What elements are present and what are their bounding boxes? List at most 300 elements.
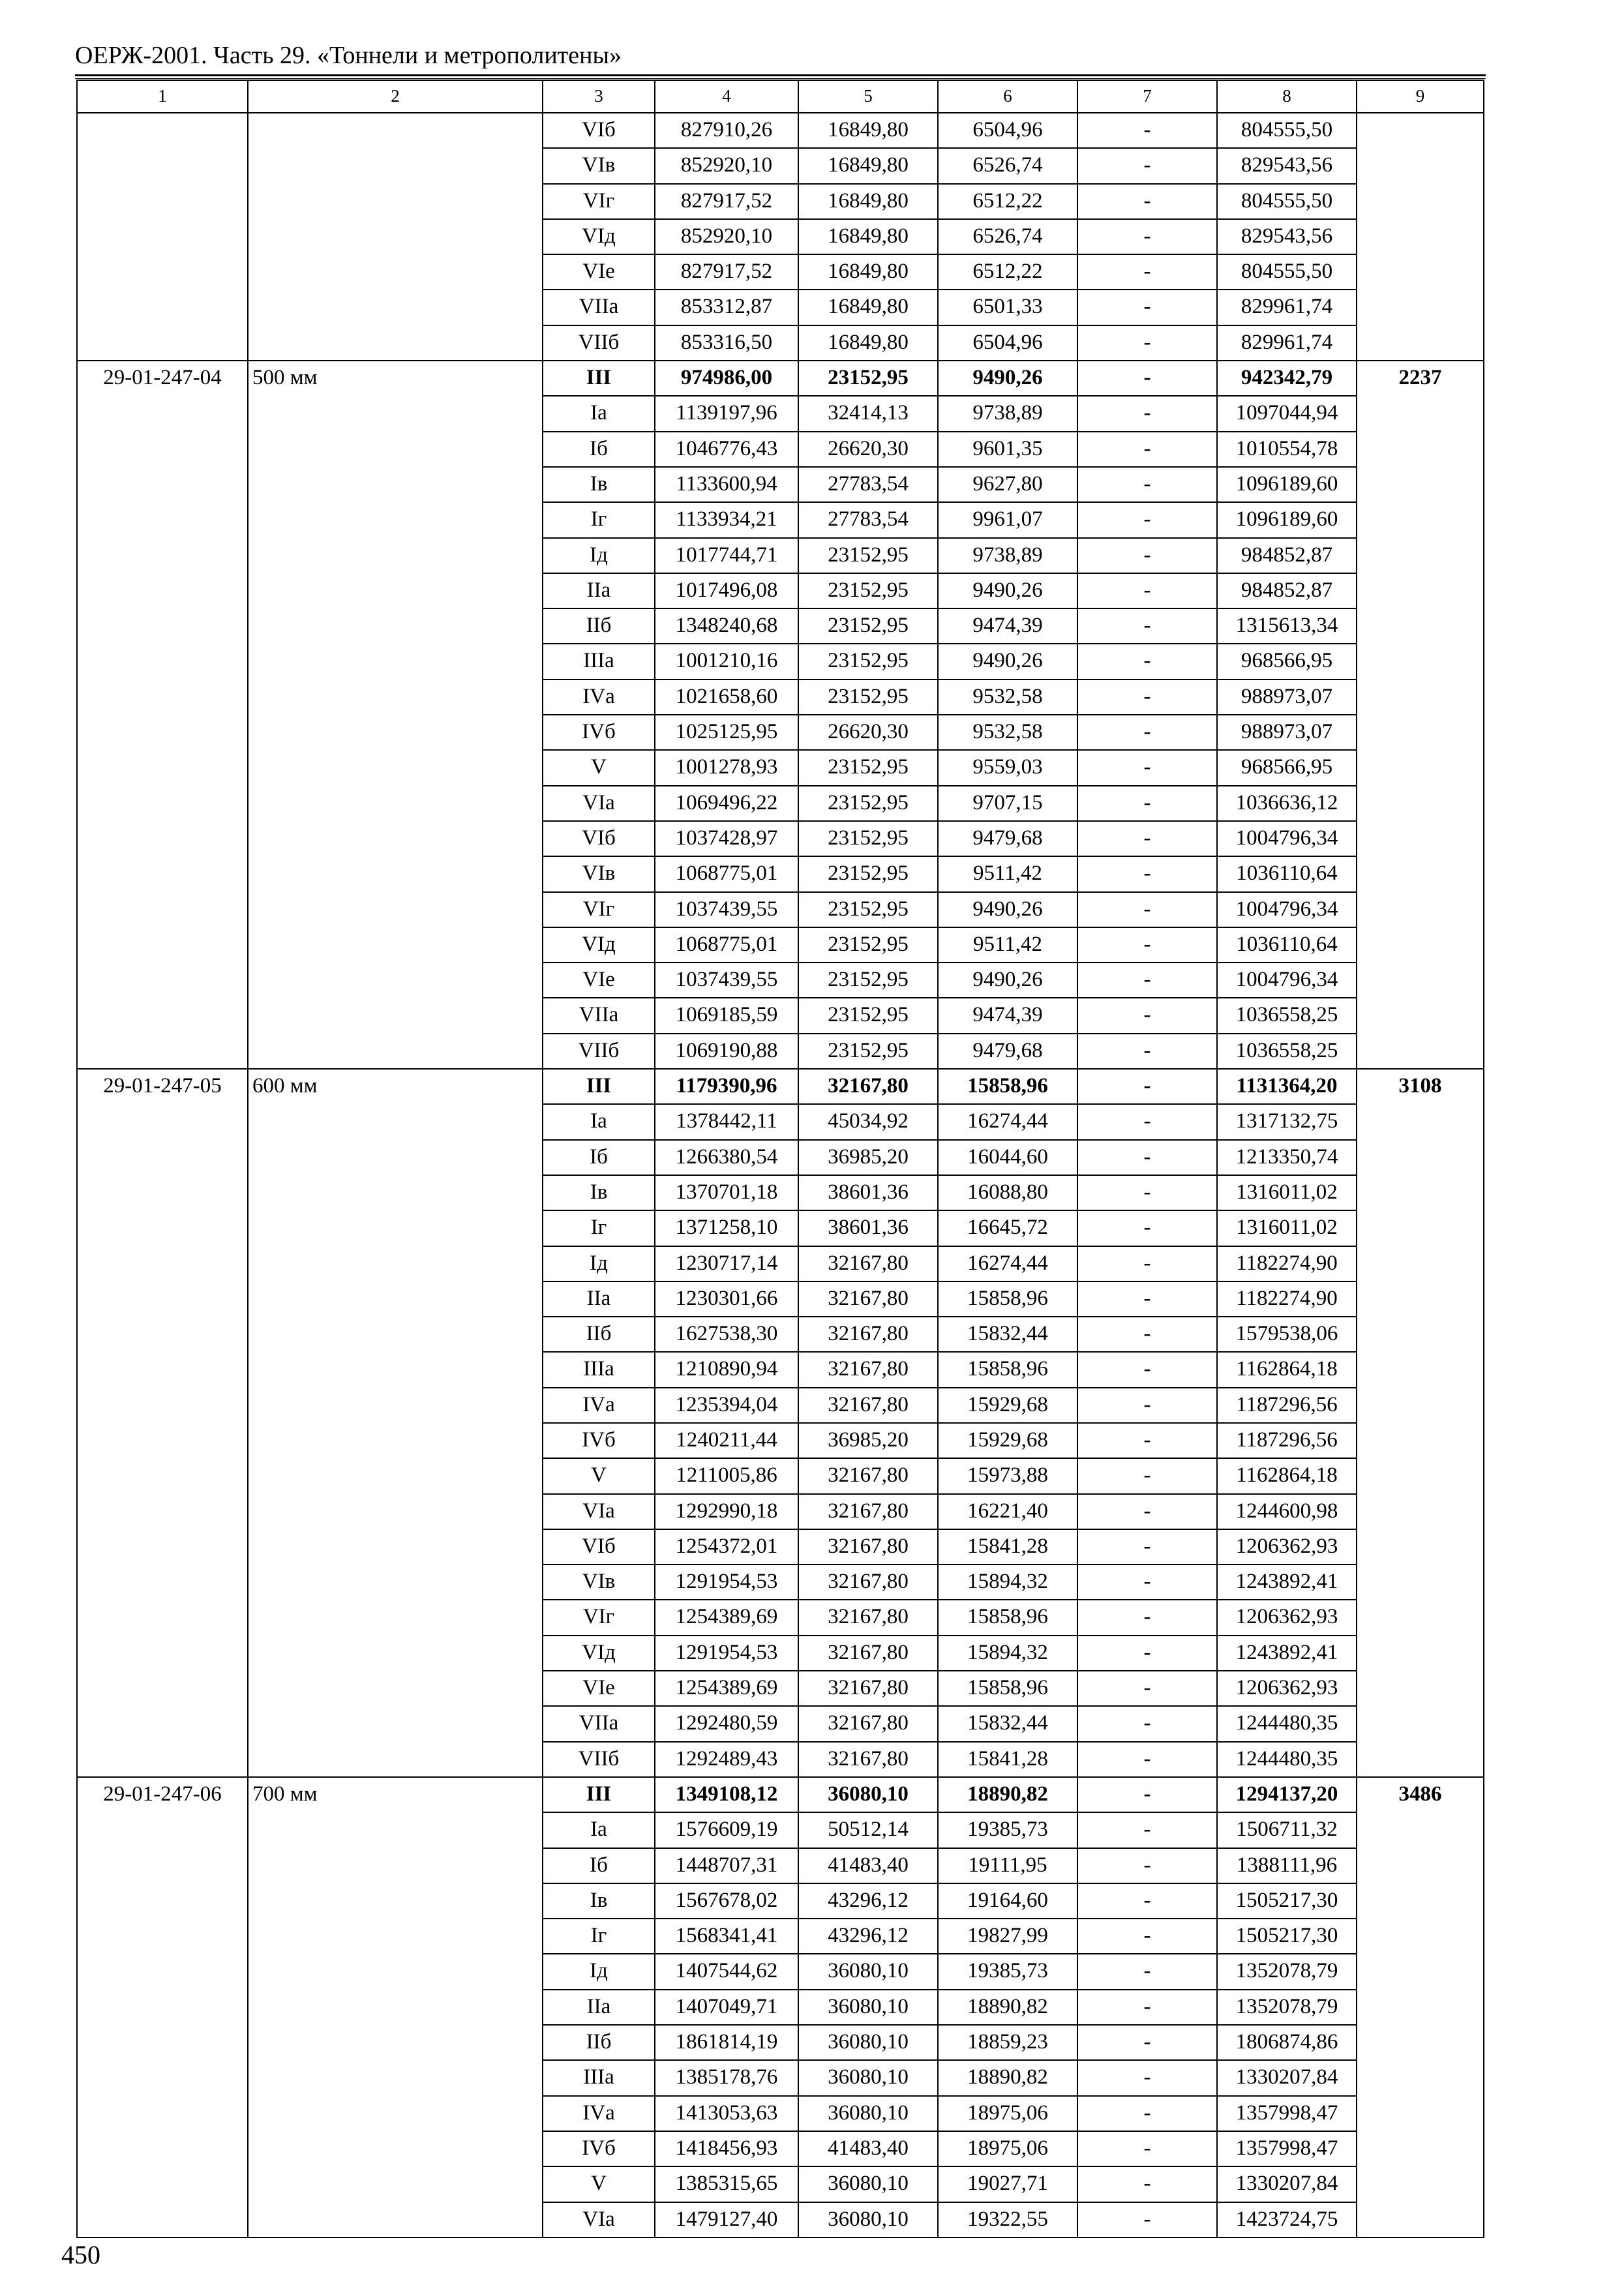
labor-hours-cell [1357,2166,1484,2202]
labor-hours-cell [1357,502,1484,537]
table-row [77,892,1484,927]
labor-hours-cell [1357,715,1484,750]
diameter-cell [248,1564,543,1600]
rate-code-cell [77,148,248,183]
machine-cost-cell: 18890,82 [938,2060,1077,2095]
zone-cell: Iв [543,1175,655,1210]
cost-total-cell: 1068775,01 [655,856,798,891]
zone-cell: Iа [543,1812,655,1848]
table-row [77,1317,1484,1352]
labor-hours-cell [1357,1848,1484,1883]
cost-total-cell: 1230301,66 [655,1281,798,1317]
labor-cost-cell: 36080,10 [798,1990,938,2025]
machine-cost-cell: 9707,15 [938,786,1077,821]
driver-wage-cell: - [1077,1458,1217,1493]
materials-cost-cell: 1579538,06 [1217,1317,1357,1352]
zone-cell: VIд [543,219,655,254]
cost-total-cell: 1025125,95 [655,715,798,750]
table-row [77,148,1484,183]
labor-hours-cell [1357,148,1484,183]
driver-wage-cell: - [1077,432,1217,467]
driver-wage-cell: - [1077,1848,1217,1883]
zone-cell: IVа [543,680,655,715]
rate-code-cell [77,573,248,608]
table-row [77,1352,1484,1387]
machine-cost-cell: 9532,58 [938,715,1077,750]
materials-cost-cell: 1317132,75 [1217,1104,1357,1139]
rate-code-cell [77,538,248,573]
materials-cost-cell: 1243892,41 [1217,1564,1357,1600]
machine-cost-cell: 9479,68 [938,1034,1077,1069]
labor-cost-cell: 23152,95 [798,1034,938,1069]
column-number: 9 [1357,80,1484,113]
machine-cost-cell: 18890,82 [938,1990,1077,2025]
rate-code-cell [77,1388,248,1423]
rate-code-cell [77,1175,248,1210]
labor-hours-cell [1357,963,1484,998]
cost-total-cell: 1407544,62 [655,1954,798,1989]
table-row [77,432,1484,467]
materials-cost-cell: 1388111,96 [1217,1848,1357,1883]
driver-wage-cell: - [1077,396,1217,431]
labor-cost-cell: 23152,95 [798,892,938,927]
diameter-cell [248,1352,543,1387]
zone-cell: Iд [543,1246,655,1281]
driver-wage-cell: - [1077,1246,1217,1281]
driver-wage-cell: - [1077,1954,1217,1989]
labor-hours-cell [1357,1423,1484,1458]
cost-total-cell: 1017744,71 [655,538,798,573]
materials-cost-cell: 804555,50 [1217,254,1357,290]
machine-cost-cell: 15858,96 [938,1281,1077,1317]
rate-code-cell [77,396,248,431]
machine-cost-cell: 18975,06 [938,2131,1077,2166]
diameter-cell [248,2025,543,2060]
cost-total-cell: 1069496,22 [655,786,798,821]
machine-cost-cell: 6504,96 [938,325,1077,361]
table-row [77,113,1484,148]
rate-code-cell [77,1812,248,1848]
rate-code-cell [77,325,248,361]
labor-cost-cell: 36080,10 [798,1954,938,1989]
cost-total-cell: 827917,52 [655,254,798,290]
materials-cost-cell: 804555,50 [1217,184,1357,219]
rate-code-cell [77,2202,248,2237]
materials-cost-cell: 1036636,12 [1217,786,1357,821]
cost-total-cell: 1448707,31 [655,1848,798,1883]
zone-cell: Iв [543,467,655,502]
rate-code-cell [77,892,248,927]
labor-cost-cell: 16849,80 [798,184,938,219]
diameter-cell [248,1706,543,1741]
table-row [77,715,1484,750]
labor-hours-cell [1357,892,1484,927]
cost-total-cell: 1133600,94 [655,467,798,502]
machine-cost-cell: 19385,73 [938,1812,1077,1848]
driver-wage-cell: - [1077,184,1217,219]
materials-cost-cell: 1187296,56 [1217,1423,1357,1458]
rate-code-cell: 29-01-247-06 [77,1777,248,1812]
table-row [77,1990,1484,2025]
materials-cost-cell: 1330207,84 [1217,2060,1357,2095]
cost-total-cell: 1413053,63 [655,2096,798,2131]
zone-cell: VIа [543,2202,655,2237]
zone-cell: VIв [543,1564,655,1600]
zone-cell: IVа [543,2096,655,2131]
cost-total-cell: 1211005,86 [655,1458,798,1493]
labor-cost-cell: 32167,80 [798,1564,938,1600]
labor-hours-cell [1357,396,1484,431]
labor-cost-cell: 27783,54 [798,502,938,537]
table-row [77,1742,1484,1777]
zone-cell: IIа [543,573,655,608]
rate-code-cell [77,1919,248,1954]
cost-total-cell: 1046776,43 [655,432,798,467]
diameter-cell [248,2166,543,2202]
rate-code-cell [77,2166,248,2202]
diameter-cell [248,1954,543,1989]
table-row [77,1494,1484,1529]
diameter-cell [248,1246,543,1281]
driver-wage-cell: - [1077,750,1217,785]
labor-cost-cell: 23152,95 [798,821,938,856]
driver-wage-cell: - [1077,715,1217,750]
materials-cost-cell: 984852,87 [1217,538,1357,573]
labor-cost-cell: 16849,80 [798,325,938,361]
machine-cost-cell: 9474,39 [938,608,1077,644]
table-row [77,1564,1484,1600]
materials-cost-cell: 1036558,25 [1217,998,1357,1033]
labor-cost-cell: 36080,10 [798,2202,938,2237]
zone-cell: Iд [543,538,655,573]
rate-code-cell [77,184,248,219]
table-row [77,1706,1484,1741]
rate-code-cell [77,608,248,644]
machine-cost-cell: 9479,68 [938,821,1077,856]
materials-cost-cell: 1036558,25 [1217,1034,1357,1069]
rate-code-cell [77,1954,248,1989]
driver-wage-cell: - [1077,2131,1217,2166]
table-row [77,1954,1484,1989]
cost-total-cell: 1069185,59 [655,998,798,1033]
zone-cell: VIв [543,856,655,891]
table-row [77,2166,1484,2202]
table-row [77,1423,1484,1458]
labor-cost-cell: 32167,80 [798,1069,938,1104]
table-row [77,1069,1484,1104]
materials-cost-cell: 1243892,41 [1217,1636,1357,1671]
driver-wage-cell: - [1077,1671,1217,1706]
rate-code-cell [77,1671,248,1706]
machine-cost-cell: 16274,44 [938,1246,1077,1281]
table-row [77,998,1484,1033]
materials-cost-cell: 1004796,34 [1217,963,1357,998]
labor-hours-cell [1357,821,1484,856]
rate-code-cell [77,1034,248,1069]
table-row [77,927,1484,963]
zone-cell: V [543,1458,655,1493]
materials-cost-cell: 1206362,93 [1217,1529,1357,1564]
diameter-cell [248,148,543,183]
column-number: 6 [938,80,1077,113]
labor-hours-cell [1357,680,1484,715]
cost-total-cell: 827917,52 [655,184,798,219]
zone-cell: IIб [543,2025,655,2060]
labor-hours-cell [1357,538,1484,573]
diameter-cell [248,821,543,856]
driver-wage-cell: - [1077,2060,1217,2095]
zone-cell: Iб [543,1848,655,1883]
labor-hours-cell [1357,2025,1484,2060]
zone-cell: Iг [543,502,655,537]
cost-total-cell: 1291954,53 [655,1636,798,1671]
labor-cost-cell: 27783,54 [798,467,938,502]
labor-hours-cell [1357,1990,1484,2025]
machine-cost-cell: 9490,26 [938,644,1077,679]
machine-cost-cell: 9490,26 [938,892,1077,927]
labor-cost-cell: 32167,80 [798,1317,938,1352]
rate-code-cell [77,2096,248,2131]
labor-hours-cell [1357,1706,1484,1741]
labor-cost-cell: 23152,95 [798,361,938,396]
materials-cost-cell: 1357998,47 [1217,2096,1357,2131]
labor-cost-cell: 32167,80 [798,1636,938,1671]
driver-wage-cell: - [1077,361,1217,396]
labor-hours-cell [1357,1352,1484,1387]
cost-total-cell: 1348240,68 [655,608,798,644]
rate-code-cell [77,2025,248,2060]
machine-cost-cell: 9490,26 [938,361,1077,396]
labor-cost-cell: 16849,80 [798,113,938,148]
machine-cost-cell: 19827,99 [938,1919,1077,1954]
driver-wage-cell: - [1077,1140,1217,1175]
labor-cost-cell: 23152,95 [798,786,938,821]
machine-cost-cell: 6512,22 [938,184,1077,219]
diameter-cell [248,1671,543,1706]
rate-code-cell [77,432,248,467]
labor-cost-cell: 32167,80 [798,1281,938,1317]
materials-cost-cell: 988973,07 [1217,680,1357,715]
rate-code-cell [77,856,248,891]
materials-cost-cell: 829543,56 [1217,219,1357,254]
rate-code-cell [77,1281,248,1317]
driver-wage-cell: - [1077,1564,1217,1600]
rate-code-cell [77,644,248,679]
rate-code-cell [77,1104,248,1139]
cost-total-cell: 827910,26 [655,113,798,148]
driver-wage-cell: - [1077,1069,1217,1104]
driver-wage-cell: - [1077,786,1217,821]
diameter-cell: 500 мм [248,361,543,396]
materials-cost-cell: 1244480,35 [1217,1742,1357,1777]
diameter-cell [248,502,543,537]
cost-total-cell: 1254372,01 [655,1529,798,1564]
rate-code-cell [77,113,248,148]
labor-cost-cell: 23152,95 [798,680,938,715]
diameter-cell [248,1175,543,1210]
driver-wage-cell: - [1077,113,1217,148]
rate-code-cell [77,219,248,254]
machine-cost-cell: 16645,72 [938,1210,1077,1246]
labor-hours-cell [1357,786,1484,821]
zone-cell: Iа [543,1104,655,1139]
labor-hours-cell [1357,1564,1484,1600]
labor-hours-cell [1357,1317,1484,1352]
rate-code-cell [77,1990,248,2025]
column-number: 4 [655,80,798,113]
column-number: 5 [798,80,938,113]
diameter-cell [248,1140,543,1175]
labor-hours-cell [1357,1636,1484,1671]
labor-cost-cell: 32167,80 [798,1352,938,1387]
zone-cell: VIг [543,184,655,219]
table-row [77,786,1484,821]
zone-cell: V [543,2166,655,2202]
machine-cost-cell: 19322,55 [938,2202,1077,2237]
labor-cost-cell: 36985,20 [798,1140,938,1175]
labor-hours-cell [1357,1281,1484,1317]
materials-cost-cell: 1806874,86 [1217,2025,1357,2060]
materials-cost-cell: 829961,74 [1217,325,1357,361]
rate-code-cell [77,1706,248,1741]
materials-cost-cell: 1096189,60 [1217,467,1357,502]
rate-code-cell [77,821,248,856]
materials-cost-cell: 1206362,93 [1217,1671,1357,1706]
materials-cost-cell: 968566,95 [1217,644,1357,679]
zone-cell: VIб [543,821,655,856]
diameter-cell: 700 мм [248,1777,543,1812]
cost-total-cell: 1069190,88 [655,1034,798,1069]
labor-cost-cell: 36080,10 [798,1777,938,1812]
table-row [77,1812,1484,1848]
rate-code-cell [77,1494,248,1529]
diameter-cell [248,1034,543,1069]
cost-total-cell: 1139197,96 [655,396,798,431]
zone-cell: VIе [543,254,655,290]
labor-cost-cell: 32167,80 [798,1742,938,1777]
materials-cost-cell: 1187296,56 [1217,1388,1357,1423]
machine-cost-cell: 9511,42 [938,927,1077,963]
materials-cost-cell: 1162864,18 [1217,1458,1357,1493]
cost-total-cell: 974986,00 [655,361,798,396]
zone-cell: VIв [543,148,655,183]
driver-wage-cell: - [1077,2096,1217,2131]
machine-cost-cell: 6504,96 [938,113,1077,148]
materials-cost-cell: 1357998,47 [1217,2131,1357,2166]
materials-cost-cell: 1506711,32 [1217,1812,1357,1848]
labor-hours-cell [1357,1458,1484,1493]
cost-total-cell: 1179390,96 [655,1069,798,1104]
rate-code-cell [77,1458,248,1493]
rate-code-cell [77,1529,248,1564]
machine-cost-cell: 19164,60 [938,1883,1077,1919]
zone-cell: VIIа [543,1706,655,1741]
table-row [77,1529,1484,1564]
driver-wage-cell: - [1077,1706,1217,1741]
cost-total-cell: 1068775,01 [655,927,798,963]
machine-cost-cell: 9490,26 [938,963,1077,998]
table-row [77,963,1484,998]
diameter-cell [248,1990,543,2025]
cost-total-cell: 1133934,21 [655,502,798,537]
labor-hours-cell [1357,219,1484,254]
driver-wage-cell: - [1077,1423,1217,1458]
machine-cost-cell: 15832,44 [938,1317,1077,1352]
labor-cost-cell: 36985,20 [798,1423,938,1458]
driver-wage-cell: - [1077,1388,1217,1423]
table-row [77,1848,1484,1883]
labor-hours-cell [1357,1919,1484,1954]
machine-cost-cell: 18859,23 [938,2025,1077,2060]
labor-cost-cell: 23152,95 [798,963,938,998]
labor-cost-cell: 32167,80 [798,1671,938,1706]
table-row [77,1636,1484,1671]
rate-code-cell: 29-01-247-04 [77,361,248,396]
cost-total-cell: 852920,10 [655,219,798,254]
driver-wage-cell: - [1077,290,1217,325]
labor-cost-cell: 32167,80 [798,1600,938,1635]
driver-wage-cell: - [1077,1777,1217,1812]
labor-hours-cell [1357,1494,1484,1529]
diameter-cell [248,1919,543,1954]
cost-total-cell: 1479127,40 [655,2202,798,2237]
labor-cost-cell: 16849,80 [798,148,938,183]
labor-cost-cell: 32167,80 [798,1458,938,1493]
cost-total-cell: 1378442,11 [655,1104,798,1139]
materials-cost-cell: 1315613,34 [1217,608,1357,644]
rate-code-cell [77,1423,248,1458]
zone-cell: Iа [543,396,655,431]
rates-table-body [77,80,1484,2237]
zone-cell: VIа [543,786,655,821]
page-number: 450 [61,2240,100,2269]
diameter-cell [248,467,543,502]
table-row [77,1246,1484,1281]
machine-cost-cell: 15858,96 [938,1671,1077,1706]
labor-hours-cell [1357,1954,1484,1989]
materials-cost-cell: 1004796,34 [1217,821,1357,856]
cost-total-cell: 1001278,93 [655,750,798,785]
labor-hours-cell [1357,856,1484,891]
materials-cost-cell: 988973,07 [1217,715,1357,750]
machine-cost-cell: 15832,44 [938,1706,1077,1741]
rates-table [76,80,1484,2238]
driver-wage-cell: - [1077,1210,1217,1246]
materials-cost-cell: 804555,50 [1217,113,1357,148]
rate-code-cell [77,1352,248,1387]
materials-cost-cell: 1096189,60 [1217,502,1357,537]
materials-cost-cell: 1244600,98 [1217,1494,1357,1529]
rate-code-cell [77,786,248,821]
diameter-cell [248,2096,543,2131]
zone-cell: VIе [543,963,655,998]
table-row [77,538,1484,573]
labor-cost-cell: 43296,12 [798,1883,938,1919]
diameter-cell [248,325,543,361]
machine-cost-cell: 9559,03 [938,750,1077,785]
table-row [77,502,1484,537]
rate-code-cell [77,1600,248,1635]
table-row [77,2025,1484,2060]
materials-cost-cell: 942342,79 [1217,361,1357,396]
materials-cost-cell: 1352078,79 [1217,1954,1357,1989]
labor-hours-cell [1357,1140,1484,1175]
diameter-cell [248,680,543,715]
table-row [77,254,1484,290]
rate-code-cell [77,1883,248,1919]
diameter-cell [248,2131,543,2166]
diameter-cell [248,1210,543,1246]
